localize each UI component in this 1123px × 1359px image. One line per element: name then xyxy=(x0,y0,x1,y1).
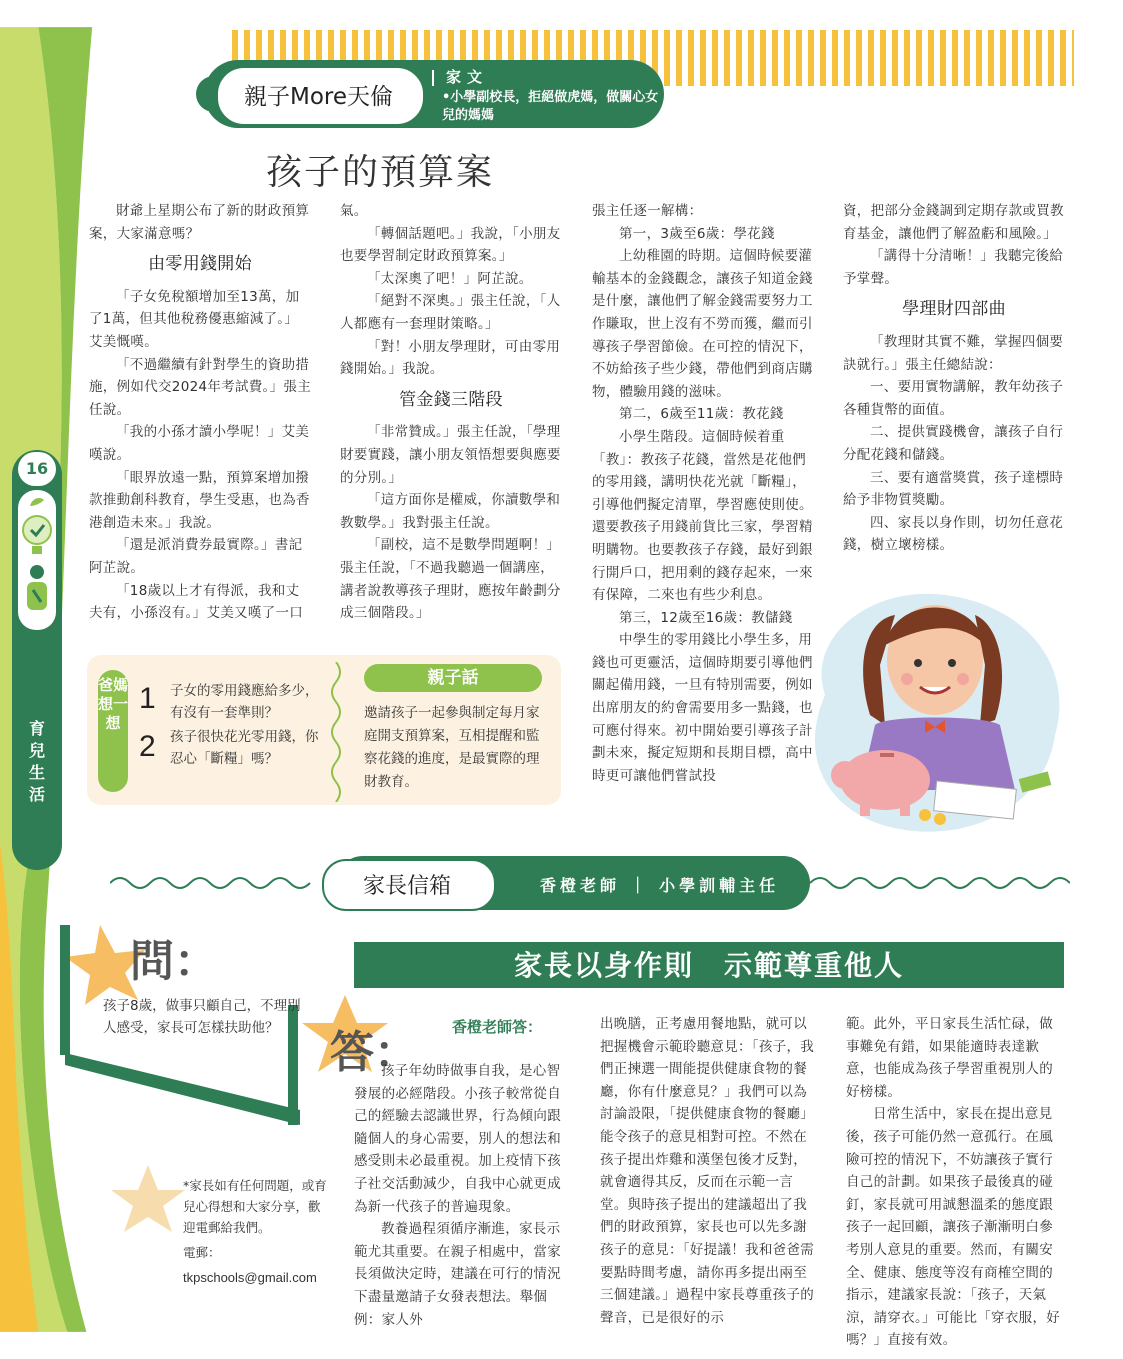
answer-lead: 香橙老師答： xyxy=(452,1018,543,1036)
paragraph: 「非常贊成。」張主任說，「學理財要實踐，讓小朋友領悟想要與應要的分別。」 xyxy=(340,424,561,486)
paragraph: 第三，12歲至16歲：教儲錢 xyxy=(619,609,793,626)
answer-col-2 xyxy=(600,1013,818,1329)
paragraph: 第一，3歲至6歲：學花錢 xyxy=(619,225,775,242)
answer-title: 家長以身作則 示範尊重他人 xyxy=(513,949,904,982)
think-question-2: 孩子很快花光零用錢，你忍心「斷糧」嗎？ xyxy=(170,729,319,767)
paragraph: 張主任逐一解構： xyxy=(592,203,703,219)
article-col-1 xyxy=(89,200,311,625)
note-star xyxy=(108,1160,188,1240)
email-link[interactable]: tkpschools@gmail.com xyxy=(183,1270,317,1285)
question-number-1: 1 xyxy=(139,682,156,715)
parent-talk-text: 邀請孩子一起參與制定每月家庭開支預算案，互相提醒和監察花錢的進度，是最實際的理財教育。 xyxy=(364,705,540,790)
paragraph: 「太深奧了吧！」阿芷說。 xyxy=(367,270,533,287)
wavy-divider xyxy=(326,662,346,802)
article-col-2 xyxy=(340,200,562,625)
email-label: 電郵： xyxy=(183,1245,221,1260)
subheading: 管金錢三階段 xyxy=(399,389,503,410)
leaf-icon xyxy=(30,498,44,506)
lightbulb-check-icon xyxy=(23,516,51,554)
paragraph: 孩子年幼時做事自我，是心智發展的必經階段。小孩子較常從自己的經驗去認識世界，行為傾向跟隨個人的身心需要，別人的想法和感受則未必最重視。加上疫情下孩子社交活動減少，自我中心就更成為新一代孩子的普遍現象。 xyxy=(354,1063,561,1215)
paragraph: 出晚膳，正考慮用餐地點，就可以把握機會示範聆聽意見：「孩子，我們正揀選一間能提供健康食物的餐廳，你有什麼意見？」我們可以為討論設限，「提供健康食物的餐廳」能令孩子的意見相對可控。不然在孩子提出炸雞和漢堡包後才反對，就會適得其反，反而在示範一言堂。與時孩子提出的建議超出了我們的財政預算，家長也可以先多謝孩子的意見：「好提議！我和爸爸需要點時間考慮，請你再多提出兩至三個建議。」過程中家長尊重孩子的聲音，已是很好的示 xyxy=(600,1016,815,1326)
paragraph: 「我的小孫才讀小學呢！」艾美嘆說。 xyxy=(89,424,310,463)
paragraph: 財爺上星期公布了新的財政預算案，大家滿意嗎？ xyxy=(89,203,310,242)
paragraph: 三、要有適當獎賞，孩子達標時給予非物質獎勵。 xyxy=(843,469,1064,509)
question-text: 孩子8歲，做事只顧自己，不理別人感受，家長可怎樣扶助他？ xyxy=(103,998,301,1036)
illustration-girl-piggy-bank xyxy=(785,575,1070,840)
paragraph: 中學生的零用錢比小學生多，用錢也可更靈活，這個時期要引導他們關起備用錢，一旦有特別需要，例如出席朋友的約會需要用多一點錢，也可應付得來。初中開始要引導孩子計劃未來，擬定短期和長期目標，高中時更可讓他們嘗試投 xyxy=(592,632,813,784)
article-title: 孩子的預算案 xyxy=(266,152,495,193)
column-author: 家文 xyxy=(446,68,489,86)
paragraph: 「副校，這不是數學問題啊！」張主任說，「不過我聽過一個講座，講者說教導孩子理財，應按年齡劃分成三個階段。」 xyxy=(340,537,561,622)
answer-label: 答： xyxy=(330,1027,418,1078)
paragraph: 「講得十分清晰！」我聽完後給予掌聲。 xyxy=(843,248,1064,287)
answer-col-3 xyxy=(846,1013,1064,1352)
answer-col-1 xyxy=(354,1060,572,1331)
paragraph: 資，把部分金錢調到定期存款或買教育基金，讓他們了解盈虧和風險。」 xyxy=(843,203,1064,242)
paragraph: 小學生階段。這個時候着重「教」：教孩子花錢，當然是花他們的零用錢，講明快花光就「斷糧」，引導他們擬定清單，學習應使則使。還要教孩子用錢前貨比三家，學習精明購物。也要教孩子存錢，最好到銀行開戶口，把用剩的錢存起來，一來有保障，二來也有些少利息。 xyxy=(592,428,813,604)
paragraph: 二、提供實踐機會，讓孩子自行分配花錢和儲錢。 xyxy=(843,424,1064,463)
article-col-4 xyxy=(843,200,1065,557)
paragraph: 「這方面你是權威，你讀數學和教數學。」我對張主任說。 xyxy=(340,492,561,531)
paragraph: 上幼稚園的時期。這個時候要灌輸基本的金錢觀念，讓孩子知道金錢是什麼，讓他們了解金錢需要努力工作賺取，世上沒有不勞而獲，繼而引導孩子學習節儉。在可控的情況下，不妨給孩子些少錢，帶他們到商店購物，體驗用錢的滋味。 xyxy=(592,248,813,400)
parent-talk-label: 親子話 xyxy=(364,664,542,692)
paragraph: 「轉個話題吧。」我說，「小朋友也要學習制定財政預算案。」 xyxy=(340,225,561,265)
column-author-desc: •小學副校長，拒絕做虎媽，做關心女兒的媽媽 xyxy=(442,90,659,123)
section-label: 育兒生活 xyxy=(28,719,45,804)
paragraph: 「不過繼續有針對學生的資助措施，例如代交2024年考試費。」張主任說。 xyxy=(89,356,312,418)
subheading: 由零用錢開始 xyxy=(148,254,252,275)
think-box-label: 爸媽想一想 xyxy=(98,670,128,792)
sidebar-icon-panel xyxy=(18,490,56,630)
paragraph: 「絕對不深奧。」張主任說，「人人都應有一套理財策略。」 xyxy=(340,293,561,332)
article-col-3 xyxy=(592,200,814,787)
mailbox-note xyxy=(183,1175,328,1288)
mailbox-author: 香橙老師 ｜ 小學訓輔主任 xyxy=(540,876,780,895)
paragraph: 教養過程須循序漸進，家長示範尤其重要。在親子相處中，當家長須做決定時，建議在可行的情況下盡量邀請子女發表想法。舉個例：家人外 xyxy=(354,1221,561,1328)
divider xyxy=(432,70,434,86)
paragraph: 「18歲以上才有得派，我和丈夫有，小孫沒有。」艾美又嘆了一口 xyxy=(89,582,304,622)
question-number-2: 2 xyxy=(139,730,156,763)
paragraph: 氣。 xyxy=(340,203,368,219)
note-text: *家長如有任何問題，或育兒心得想和大家分享，歡迎電郵給我們。 xyxy=(183,1178,327,1235)
mailbox-title: 家長信箱 xyxy=(362,874,451,899)
think-question-1: 子女的零用錢應給多少，有沒有一套準則？ xyxy=(170,683,319,721)
paragraph: 「對！小朋友學理財，可由零用錢開始。」我說。 xyxy=(340,338,561,378)
paragraph: 「子女免稅額增加至13萬，加了1萬，但其他稅務優惠縮減了。」艾美慨嘆。 xyxy=(89,288,300,350)
page-number: 16 xyxy=(18,452,56,486)
paragraph: 「眼界放遠一點，預算案增加撥款推動創科教育，學生受惠，也為香港創造未來。」我說。 xyxy=(89,469,310,531)
paragraph: 「還是派消費券最實際。」書記阿芷說。 xyxy=(89,537,303,576)
paragraph: 一、要用實物講解，教年幼孩子各種貨幣的面值。 xyxy=(843,379,1064,418)
paragraph: 日常生活中，家長在提出意見後，孩子可能仍然一意孤行。在風險可控的情況下，不妨讓孩子實行自己的計劃。如果孩子最後真的碰釘，家長就可用誠懇溫柔的態度跟孩子一起回顧，讓孩子漸漸明白參考別人意見的重要。然而，有關安全、健康、態度等沒有商榷空間的指示，建議家長說：「孩子，天氣涼，請穿衣。」可能比「穿衣服，好嗎？」直接有效。 xyxy=(846,1106,1061,1349)
column-title: 親子More天倫 xyxy=(243,84,394,110)
paragraph: 四、家長以身作則，切勿任意花錢，樹立壞榜樣。 xyxy=(843,514,1064,554)
student-icon xyxy=(27,565,47,610)
paragraph: 第二，6歲至11歲：教花錢 xyxy=(619,406,784,423)
paragraph: 「教理財其實不難，掌握四個要訣就行。」張主任總結說： xyxy=(843,333,1064,373)
paragraph: 範。此外，平日家長生活忙碌，做事難免有錯，如果能適時表達歉意，也能成為孩子學習重視別人的好榜樣。 xyxy=(846,1016,1053,1100)
subheading: 學理財四部曲 xyxy=(902,299,1006,320)
question-label: 問： xyxy=(130,936,218,987)
